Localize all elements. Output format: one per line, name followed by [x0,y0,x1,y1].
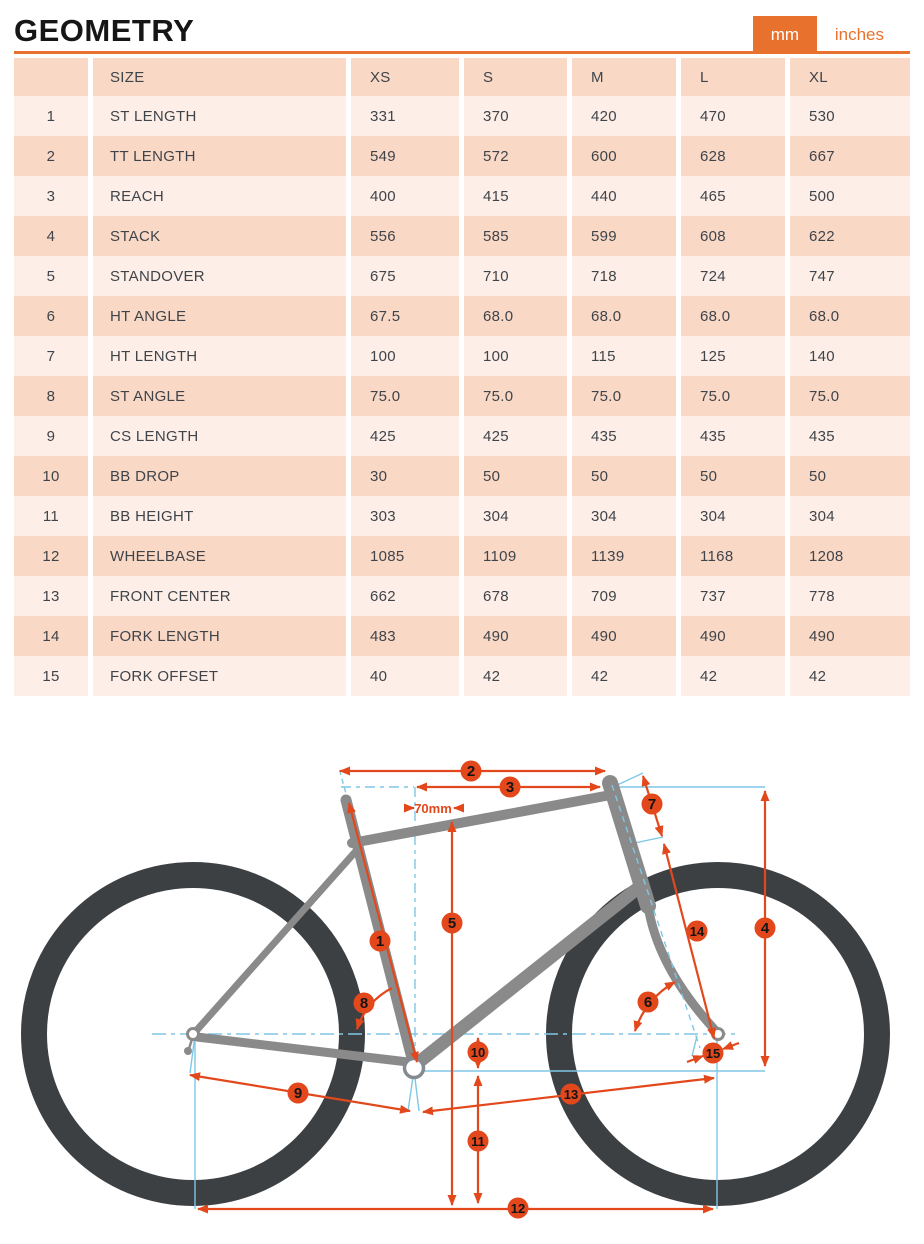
dim-badge-7 [642,794,663,815]
row-value: 585 [464,216,567,256]
row-value: 75.0 [681,376,785,416]
row-value: 667 [790,136,910,176]
row-value: 68.0 [681,296,785,336]
column-header-l: L [681,58,785,96]
row-number: 7 [14,336,88,376]
svg-text:13: 13 [563,1087,579,1102]
row-value: 549 [351,136,459,176]
row-value: 1168 [681,536,785,576]
row-value: 435 [572,416,676,456]
svg-text:1: 1 [375,933,385,950]
row-number: 8 [14,376,88,416]
bike-geometry-diagram [0,700,924,1244]
row-value: 608 [681,216,785,256]
row-value: 42 [572,656,676,696]
dim-badge-12 [508,1198,529,1219]
bottom-bracket [405,1059,424,1078]
table-row [14,616,910,656]
row-label: TT LENGTH [93,136,346,176]
row-label: ST ANGLE [93,376,346,416]
row-value: 530 [790,96,910,136]
row-value: 370 [464,96,567,136]
row-value: 718 [572,256,676,296]
row-value: 50 [572,456,676,496]
row-label: ST LENGTH [93,96,346,136]
svg-text:10: 10 [470,1045,486,1060]
row-value: 331 [351,96,459,136]
row-label: BB DROP [93,456,346,496]
table-row [14,96,910,136]
row-number: 5 [14,256,88,296]
row-value: 42 [464,656,567,696]
row-number: 1 [14,96,88,136]
row-value: 490 [790,616,910,656]
row-value: 67.5 [351,296,459,336]
row-label: HT ANGLE [93,296,346,336]
row-value: 68.0 [572,296,676,336]
row-value: 100 [351,336,459,376]
column-header [14,58,88,96]
table-row [14,176,910,216]
row-value: 304 [681,496,785,536]
construction-lines [152,768,765,1209]
row-number: 12 [14,536,88,576]
row-label: REACH [93,176,346,216]
dim-badge-9 [288,1083,309,1104]
row-value: 420 [572,96,676,136]
row-value: 50 [464,456,567,496]
row-value: 42 [790,656,910,696]
dim-badge-14 [687,921,708,942]
rear-hub [188,1029,199,1040]
dim-badge-3 [500,777,521,798]
row-label: FORK OFFSET [93,656,346,696]
row-value: 400 [351,176,459,216]
row-number: 2 [14,136,88,176]
column-header-xs: XS [351,58,459,96]
column-header-s: S [464,58,567,96]
column-header-xl: XL [790,58,910,96]
row-value: 724 [681,256,785,296]
table-row [14,296,910,336]
row-value: 40 [351,656,459,696]
chain-stay [197,1037,408,1062]
row-value: 435 [790,416,910,456]
svg-text:12: 12 [510,1201,526,1216]
row-number: 3 [14,176,88,216]
row-value: 435 [681,416,785,456]
row-value: 710 [464,256,567,296]
dim-fork-offset-b [723,1043,739,1049]
column-header-size: SIZE [93,58,346,96]
units-toggle-inches[interactable]: inches [834,25,884,44]
row-value: 440 [572,176,676,216]
row-label: STANDOVER [93,256,346,296]
row-value: 490 [572,616,676,656]
row-label: BB HEIGHT [93,496,346,536]
row-number: 9 [14,416,88,456]
dim-badge-5 [442,913,463,934]
table-row [14,496,910,536]
table-row [14,256,910,296]
table-row [14,416,910,456]
row-value: 50 [790,456,910,496]
row-value: 115 [572,336,676,376]
row-number: 13 [14,576,88,616]
seatpost-offset-label: 70mm [414,801,452,816]
row-value: 490 [464,616,567,656]
row-value: 304 [790,496,910,536]
rear-derailleur [184,1047,192,1055]
row-value: 737 [681,576,785,616]
dim-badge-15 [703,1043,724,1064]
row-value: 100 [464,336,567,376]
table-row [14,136,910,176]
row-value: 1139 [572,536,676,576]
dim-fork-offset-a [687,1056,703,1062]
row-value: 50 [681,456,785,496]
svg-text:11: 11 [471,1134,485,1149]
row-label: FRONT CENTER [93,576,346,616]
row-value: 465 [681,176,785,216]
row-number: 15 [14,656,88,696]
table-row [14,336,910,376]
dim-badge-10 [468,1042,489,1063]
row-value: 500 [790,176,910,216]
row-value: 68.0 [464,296,567,336]
table-row [14,576,910,616]
table-row [14,456,910,496]
dim-badge-2 [461,761,482,782]
dim-badge-1 [370,931,391,952]
row-value: 425 [464,416,567,456]
table-body [14,96,910,696]
row-value: 75.0 [351,376,459,416]
svg-text:6: 6 [643,994,653,1011]
row-value: 415 [464,176,567,216]
row-value: 1109 [464,536,567,576]
geometry-table [14,58,910,696]
svg-text:8: 8 [359,995,369,1012]
row-value: 709 [572,576,676,616]
row-value: 470 [681,96,785,136]
row-value: 600 [572,136,676,176]
row-value: 778 [790,576,910,616]
svg-text:15: 15 [705,1046,721,1061]
row-label: HT LENGTH [93,336,346,376]
row-value: 303 [351,496,459,536]
column-header-m: M [572,58,676,96]
row-number: 10 [14,456,88,496]
row-value: 425 [351,416,459,456]
table-row [14,536,910,576]
page-header [14,0,910,54]
row-label: CS LENGTH [93,416,346,456]
row-value: 628 [681,136,785,176]
svg-text:5: 5 [447,915,457,932]
row-value: 75.0 [464,376,567,416]
page-title: GEOMETRY [14,13,195,48]
dim-badge-11 [468,1131,489,1152]
row-label: WHEELBASE [93,536,346,576]
svg-text:7: 7 [647,796,657,813]
row-value: 1085 [351,536,459,576]
row-value: 662 [351,576,459,616]
row-label: STACK [93,216,346,256]
row-value: 304 [572,496,676,536]
units-toggle-mm[interactable]: mm [753,16,817,54]
row-value: 599 [572,216,676,256]
row-label: FORK LENGTH [93,616,346,656]
row-value: 622 [790,216,910,256]
row-value: 75.0 [790,376,910,416]
svg-text:3: 3 [505,779,515,796]
row-value: 75.0 [572,376,676,416]
row-value: 572 [464,136,567,176]
svg-text:9: 9 [293,1085,303,1102]
row-value: 68.0 [790,296,910,336]
row-value: 125 [681,336,785,376]
row-value: 675 [351,256,459,296]
row-value: 30 [351,456,459,496]
dim-badge-13 [561,1084,582,1105]
svg-text:14: 14 [689,924,705,939]
row-number: 14 [14,616,88,656]
row-value: 1208 [790,536,910,576]
svg-text:2: 2 [466,763,476,780]
table-row [14,216,910,256]
row-value: 747 [790,256,910,296]
table-row [14,376,910,416]
row-number: 11 [14,496,88,536]
units-toggle [753,16,886,54]
row-value: 304 [464,496,567,536]
row-value: 678 [464,576,567,616]
dim-badge-6 [638,992,659,1013]
dim-badge-8 [354,993,375,1014]
row-number: 6 [14,296,88,336]
row-value: 42 [681,656,785,696]
table-row [14,656,910,696]
svg-text:4: 4 [760,920,770,937]
row-value: 140 [790,336,910,376]
dim-badge-4 [755,918,776,939]
row-value: 483 [351,616,459,656]
top-tube [352,794,616,843]
table-header-row [14,58,910,96]
row-value: 490 [681,616,785,656]
row-number: 4 [14,216,88,256]
row-value: 556 [351,216,459,256]
